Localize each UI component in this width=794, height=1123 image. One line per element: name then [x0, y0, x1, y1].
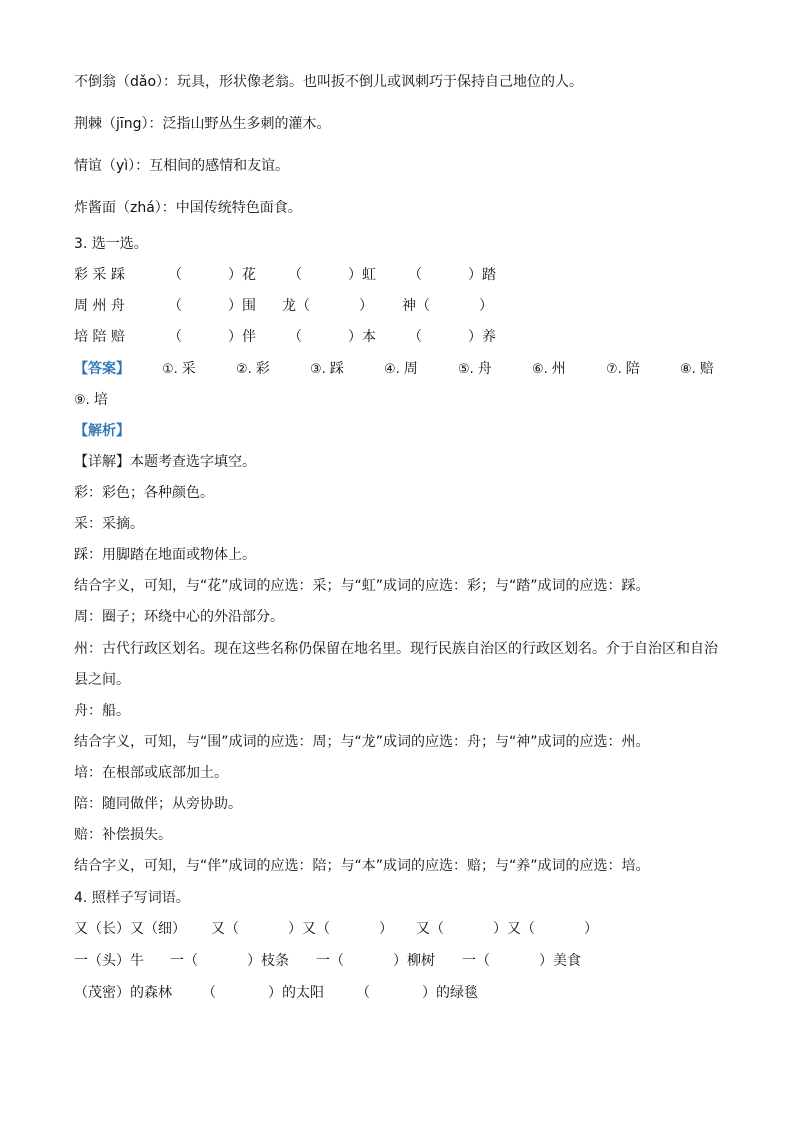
q4-blank-close: ）枝条	[247, 953, 289, 969]
detail-text: 本题考查选字填空。	[130, 454, 256, 470]
q3-blank-open: （	[288, 329, 302, 345]
analysis-line: 赔：补偿损失。	[74, 827, 172, 843]
q4-blank-open: 一（	[462, 953, 490, 969]
q4-blank-open: 又（	[211, 921, 239, 937]
q3-row	[74, 328, 724, 346]
answer-number: ④.	[384, 362, 400, 377]
q3-blank-close: ）虹	[348, 267, 376, 283]
answer-item	[680, 360, 714, 379]
q3-row	[74, 266, 724, 284]
answer-item	[606, 360, 640, 379]
answer-value: 陪	[625, 361, 640, 377]
analysis-line: 州：古代行政区划名。现在这些名称仍保留在地名里。现行民族自治区的行政区划名。介于自治区和自治	[74, 641, 718, 657]
answer-value: 踩	[329, 361, 344, 377]
answer-number: ⑨.	[74, 393, 90, 408]
answer-item	[236, 360, 270, 379]
q4-blank-open: 一（	[316, 953, 344, 969]
q4-blank-open: 一（	[170, 953, 198, 969]
q4-blank-open: （	[356, 985, 370, 1001]
q3-blank-open: （	[168, 329, 182, 345]
q4-blank-close: ）的绿毯	[422, 985, 478, 1001]
q3-blank-open: （	[288, 267, 302, 283]
q4-blank-open: （	[202, 985, 216, 1001]
analysis-line: 陪：随同做伴；从旁协助。	[74, 796, 242, 812]
answer-value: 赔	[699, 361, 714, 377]
analysis-line: 彩：彩色；各种颜色。	[74, 485, 214, 501]
analysis-line: 踩：用脚踏在地面或物体上。	[74, 547, 256, 563]
detail-tag: 【详解】	[74, 454, 130, 470]
answer-value: 培	[93, 392, 108, 408]
q3-blank-close: ）踏	[468, 267, 496, 283]
q3-blank-close: ）围	[228, 298, 256, 314]
q4-row	[74, 952, 634, 970]
q4-example: 又（长）又（细）	[74, 921, 186, 937]
answer-value: 州	[551, 361, 566, 377]
analysis-line: 结合字义，可知，与“围”成词的应选：周；与“龙”成词的应选：舟；与“神”成词的应选：州。	[74, 734, 650, 750]
q4-row	[74, 984, 634, 1002]
q3-blank-close: ）	[479, 298, 493, 314]
q3-blank-open: 神（	[402, 298, 430, 314]
analysis-line: 县之间。	[74, 672, 130, 688]
q4-blank-mid: ）又（	[288, 921, 330, 937]
q4-blank-close: ）的太阳	[268, 985, 324, 1001]
q3-blank-close: ）养	[468, 329, 496, 345]
q3-blank-close: ）	[359, 298, 373, 314]
answer-value: 彩	[255, 361, 270, 377]
q4-blank-open: 又（	[416, 921, 444, 937]
glossary-line: 情谊（yì）：互相间的感情和友谊。	[74, 158, 290, 174]
q3-row-chars: 周 州 舟	[74, 298, 125, 314]
q3-blank-open: （	[168, 298, 182, 314]
answer-number: ①.	[162, 362, 178, 377]
answer-item	[310, 360, 344, 379]
q3-blank-close: ）伴	[228, 329, 256, 345]
q3-blank-open: （	[168, 267, 182, 283]
answer-item	[384, 360, 418, 379]
answer-tag: 【答案】	[74, 361, 130, 377]
q4-blank-close: ）柳树	[393, 953, 435, 969]
q4-blank-close: ）	[379, 921, 393, 937]
answer-number: ⑧.	[680, 362, 696, 377]
analysis-line: 周：圈子；环绕中心的外沿部分。	[74, 609, 284, 625]
answer-number: ⑤.	[458, 362, 474, 377]
analysis-line: 采：采摘。	[74, 516, 144, 532]
analysis-line: 结合字义，可知，与“花”成词的应选：采；与“虹”成词的应选：彩；与“踏”成词的应选：踩。	[74, 578, 650, 594]
question-4-title: 4. 照样子写词语。	[74, 890, 190, 906]
answer-number: ③.	[310, 362, 326, 377]
analysis-line: 培：在根部或底部加土。	[74, 765, 228, 781]
q3-row-chars: 培 陪 赔	[74, 329, 125, 345]
q3-blank-open: （	[408, 267, 422, 283]
answer-number: ⑦.	[606, 362, 622, 377]
glossary-line: 不倒翁（dǎo）：玩具，形状像老翁。也叫扳不倒儿或讽刺巧于保持自己地位的人。	[74, 74, 584, 90]
answer-number: ②.	[236, 362, 252, 377]
answer-item	[74, 391, 108, 410]
answer-value: 周	[403, 361, 418, 377]
answer-value: 采	[181, 361, 196, 377]
analysis-line: 结合字义，可知，与“伴”成词的应选：陪；与“本”成词的应选：赔；与“养”成词的应选：培。	[74, 858, 650, 874]
q3-blank-open: （	[408, 329, 422, 345]
q4-blank-close: ）	[584, 921, 598, 937]
q4-row	[74, 920, 634, 938]
detail-line	[74, 453, 256, 471]
q3-blank-close: ）本	[348, 329, 376, 345]
glossary-line: 荆棘（jīng）：泛指山野丛生多刺的灌木。	[74, 116, 331, 132]
q4-blank-close: ）美食	[539, 953, 581, 969]
answer-number: ⑥.	[532, 362, 548, 377]
glossary-line: 炸酱面（zhá）：中国传统特色面食。	[74, 200, 302, 216]
answer-item	[458, 360, 492, 379]
answer-item	[162, 360, 196, 379]
analysis-line: 舟：船。	[74, 703, 130, 719]
answer-row	[74, 360, 734, 378]
q4-example: 一（头）牛	[74, 953, 144, 969]
question-3-title: 3. 选一选。	[74, 236, 148, 252]
answer-value: 舟	[477, 361, 492, 377]
q3-row	[74, 297, 724, 315]
q3-blank-close: ）花	[228, 267, 256, 283]
q3-row-chars: 彩 采 踩	[74, 267, 125, 283]
q3-blank-open: 龙（	[282, 298, 310, 314]
q4-blank-mid: ）又（	[493, 921, 535, 937]
q4-example: （茂密）的森林	[74, 985, 172, 1001]
answer-item	[532, 360, 566, 379]
analysis-tag: 【解析】	[74, 423, 130, 439]
